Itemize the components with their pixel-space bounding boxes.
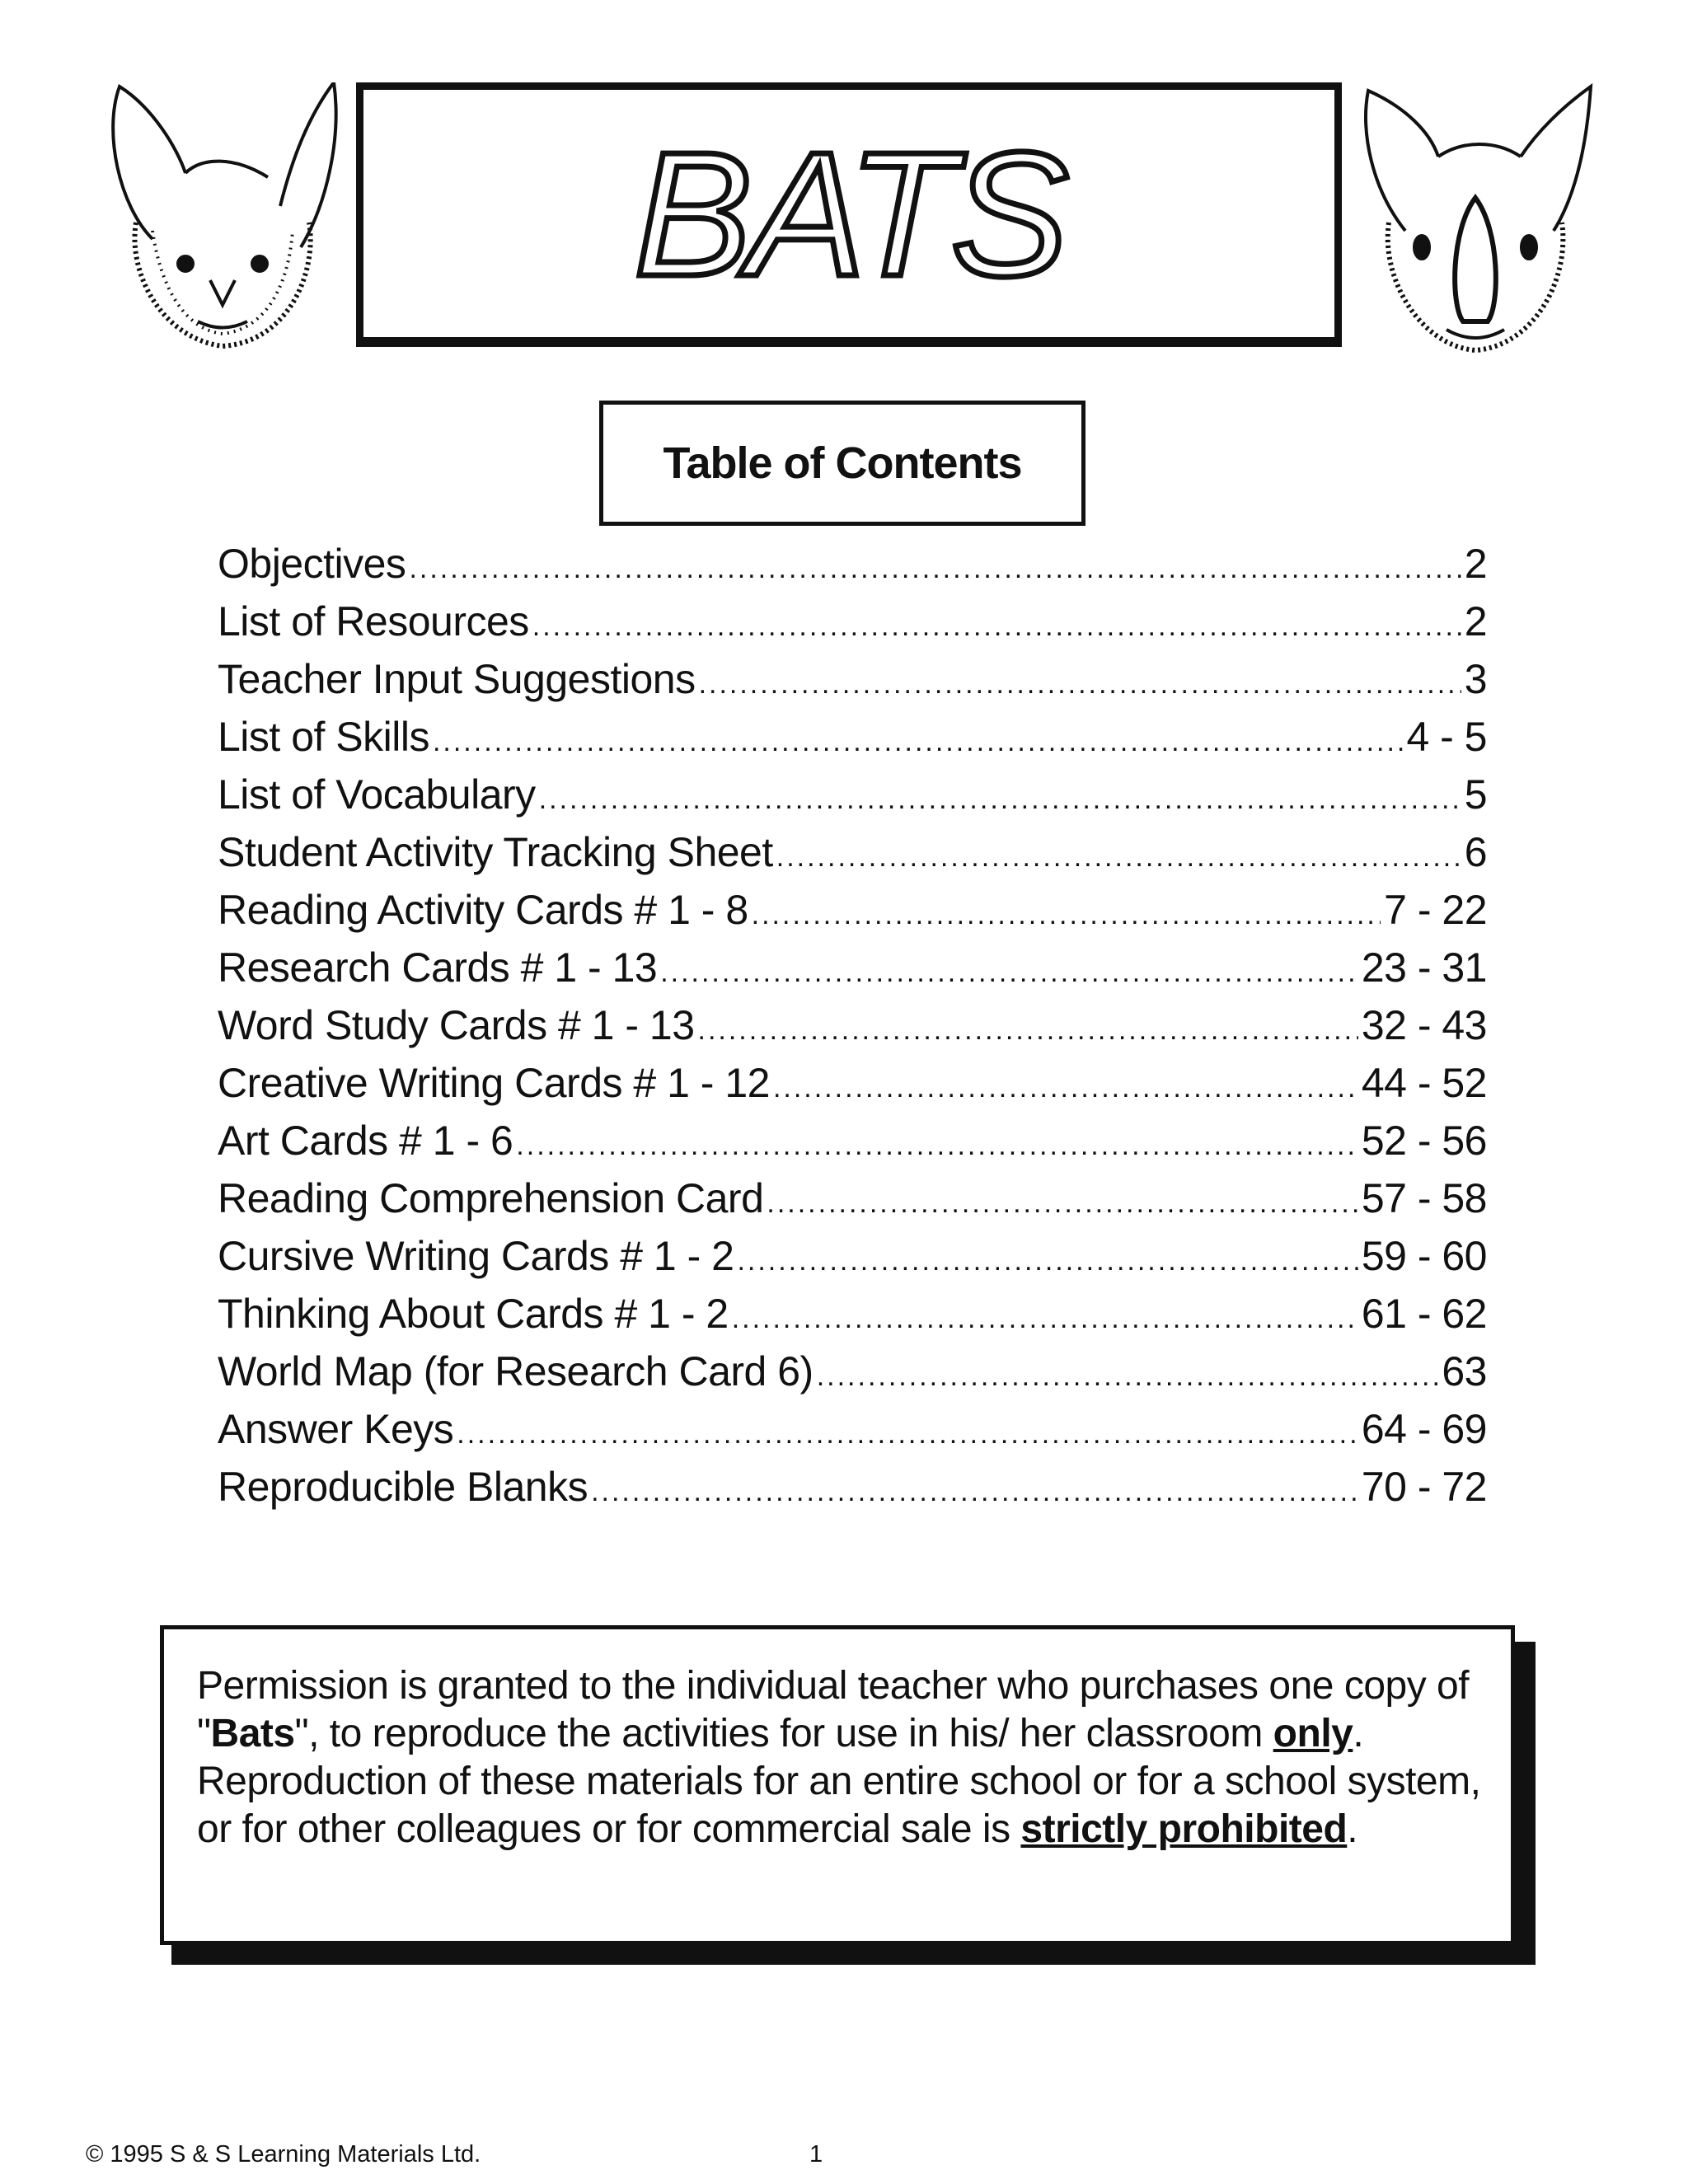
dot-leader	[532, 611, 1461, 643]
toc-entry-pages: 3	[1464, 656, 1487, 702]
dot-leader	[737, 1245, 1357, 1277]
permission-text-part: .	[1347, 1807, 1358, 1851]
toc-entry	[218, 1174, 1487, 1232]
dot-leader	[776, 841, 1461, 874]
toc-entry-pages: 61 - 62	[1361, 1291, 1487, 1337]
dot-leader	[752, 899, 1381, 931]
toc-entry-label: Thinking About Cards # 1 - 2	[218, 1291, 729, 1337]
toc-entry	[218, 1347, 1487, 1405]
toc-entry-label: Art Cards # 1 - 6	[218, 1118, 513, 1164]
dot-leader	[433, 726, 1403, 758]
dot-leader	[539, 784, 1461, 816]
toc-entry-pages: 63	[1442, 1348, 1487, 1394]
dot-leader	[773, 1072, 1358, 1104]
toc-entry	[218, 598, 1487, 655]
toc-entry	[218, 1290, 1487, 1347]
toc-entry-pages: 2	[1464, 541, 1487, 587]
toc-entry-pages: 59 - 60	[1361, 1233, 1487, 1279]
toc-entry-label: List of Vocabulary	[218, 771, 536, 818]
dot-leader	[457, 1418, 1358, 1451]
toc-entry-pages: 23 - 31	[1361, 944, 1487, 991]
toc-entry	[218, 771, 1487, 828]
toc-entry-label: Research Cards # 1 - 13	[218, 944, 658, 991]
toc-heading-box	[599, 401, 1085, 526]
toc-entry	[218, 655, 1487, 713]
dot-leader	[817, 1361, 1439, 1393]
toc-entry	[218, 1232, 1487, 1290]
toc-entry-pages: 2	[1464, 598, 1487, 644]
toc-entry-label: Objectives	[218, 541, 406, 587]
toc-entry-label: Word Study Cards # 1 - 13	[218, 1002, 695, 1048]
book-title-bold: Bats	[210, 1712, 295, 1755]
toc-entry-label: List of Resources	[218, 598, 529, 644]
toc-entry-label: List of Skills	[218, 714, 429, 760]
toc-entry-label: Teacher Input Suggestions	[218, 656, 696, 702]
toc-entry-pages: 52 - 56	[1361, 1118, 1487, 1164]
permission-text-part: . Reproduction of these materials for an entire school or for a school system, or for other colleagues or for commercial sale is	[197, 1712, 1481, 1851]
toc-entry	[218, 1059, 1487, 1117]
toc-entry	[218, 1405, 1487, 1463]
dot-leader	[698, 1015, 1358, 1047]
permission-text	[197, 1662, 1499, 1854]
dot-leader	[767, 1188, 1357, 1220]
toc-entry-label: Student Activity Tracking Sheet	[218, 829, 773, 875]
toc-entry-label: Reproducible Blanks	[218, 1464, 588, 1510]
toc-entry-pages: 64 - 69	[1361, 1406, 1487, 1452]
dot-leader	[409, 553, 1461, 585]
title-text: BATS	[634, 131, 1064, 296]
emphasis-prohibited: strictly prohibited	[1020, 1807, 1348, 1851]
toc-entry	[218, 886, 1487, 944]
toc-entry-pages: 32 - 43	[1361, 1002, 1487, 1048]
page-number: 1	[809, 2141, 823, 2168]
toc-entry-pages: 5	[1464, 771, 1487, 818]
dot-leader	[591, 1476, 1358, 1508]
toc-entry-pages: 7 - 22	[1384, 887, 1487, 933]
permission-notice-box	[160, 1625, 1515, 1945]
title-logo	[593, 131, 1104, 296]
title-box	[356, 82, 1342, 347]
toc-entry	[218, 1001, 1487, 1059]
toc-entry-pages: 70 - 72	[1361, 1464, 1487, 1510]
toc-entry	[218, 1117, 1487, 1174]
toc-entry	[218, 713, 1487, 771]
toc-entry	[218, 944, 1487, 1001]
toc-entry-label: Reading Activity Cards # 1 - 8	[218, 887, 748, 933]
dot-leader	[660, 957, 1358, 989]
dot-leader	[516, 1130, 1358, 1162]
toc-entry-label: Answer Keys	[218, 1406, 454, 1452]
toc-entry-label: World Map (for Research Card 6)	[218, 1348, 814, 1394]
toc-entry-pages: 6	[1464, 829, 1487, 875]
dot-leader	[699, 668, 1461, 701]
copyright-notice: © 1995 S & S Learning Materials Ltd.	[86, 2141, 481, 2168]
toc-entry-pages: 57 - 58	[1361, 1175, 1487, 1221]
toc-entry	[218, 828, 1487, 886]
toc-entry-label: Creative Writing Cards # 1 - 12	[218, 1060, 770, 1106]
toc-entry-pages: 4 - 5	[1406, 714, 1487, 760]
toc-heading: Table of Contents	[663, 438, 1022, 488]
permission-text-part: ", to reproduce the activities for use in his/ her classroom	[294, 1712, 1273, 1755]
emphasis-only: only	[1273, 1712, 1353, 1755]
toc-entry	[218, 540, 1487, 598]
toc-entry	[218, 1463, 1487, 1521]
permission-text-part: Permission is granted to the individual teacher who purchases one copy of "	[197, 1664, 1470, 1755]
table-of-contents	[218, 540, 1487, 1521]
dot-leader	[732, 1303, 1358, 1335]
toc-entry-label: Reading Comprehension Card	[218, 1175, 764, 1221]
toc-entry-pages: 44 - 52	[1361, 1060, 1487, 1106]
bat-head-illustration-left	[103, 82, 342, 354]
bat-head-illustration-right	[1356, 82, 1595, 354]
toc-entry-label: Cursive Writing Cards # 1 - 2	[218, 1233, 734, 1279]
